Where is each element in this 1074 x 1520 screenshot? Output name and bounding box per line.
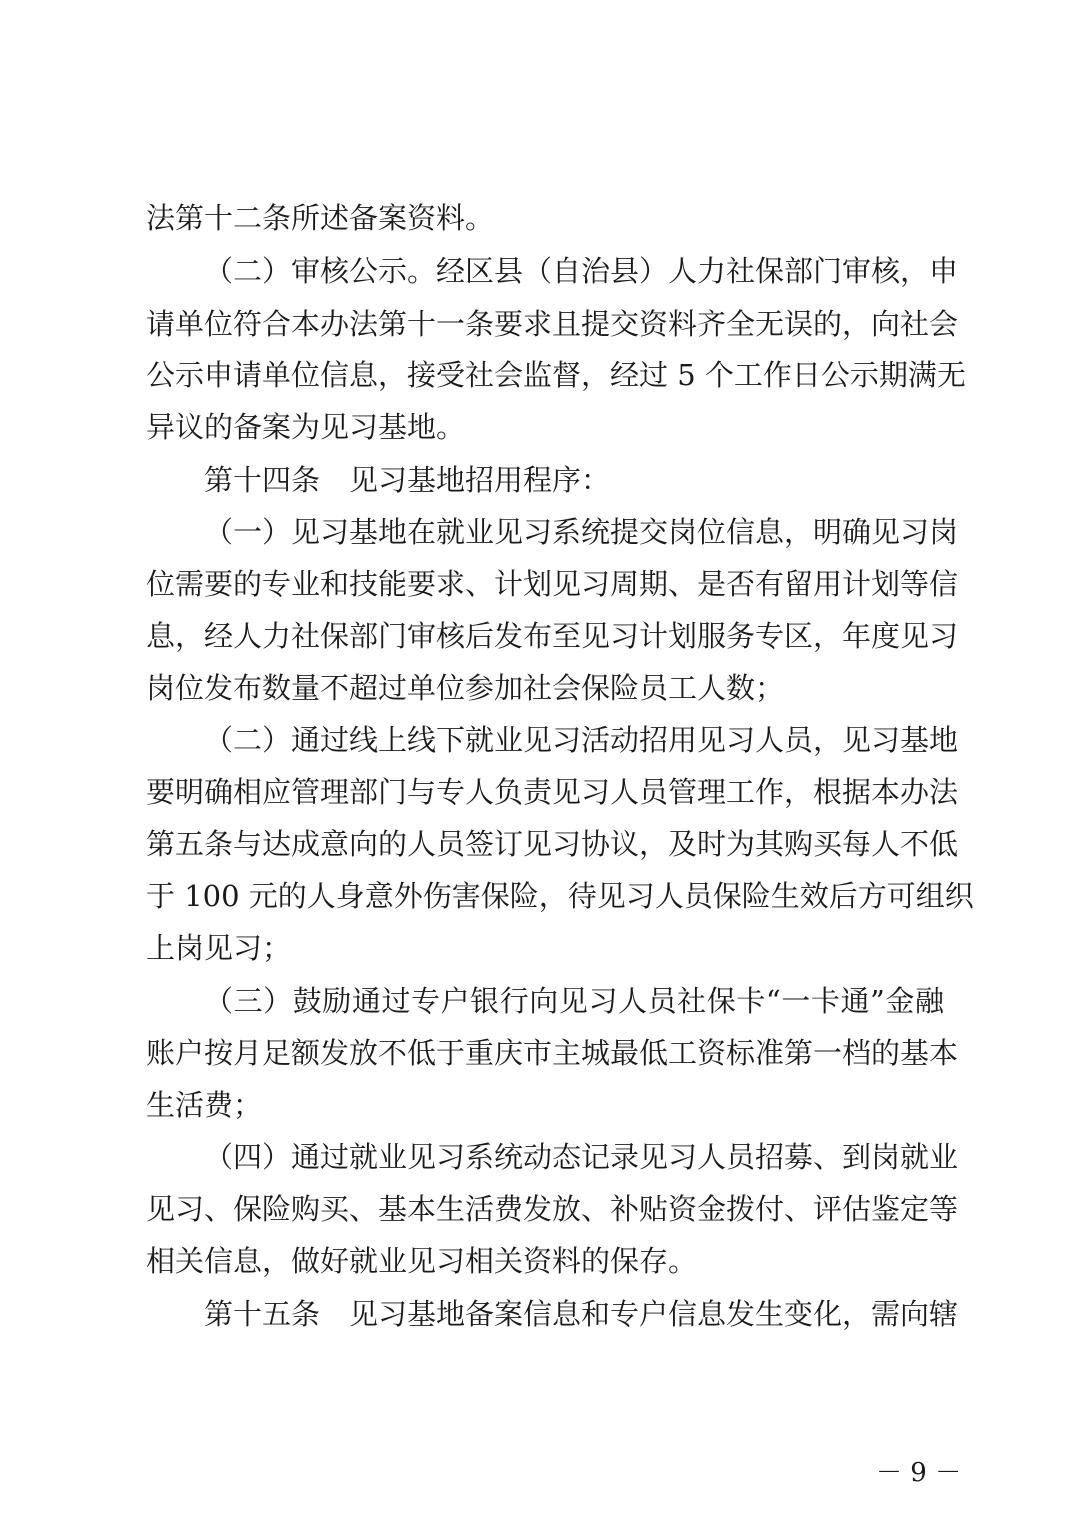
paragraph-line: 法第十二条所述备案资料。	[146, 201, 495, 235]
paragraph-line: 上岗见习；	[146, 931, 292, 965]
paragraph-line: 账户按月足额发放不低于重庆市主城最低工资标准第一档的基本	[146, 1036, 959, 1070]
paragraph-line: 第五条与达成意向的人员签订见习协议，及时为其购买每人不低	[146, 827, 959, 861]
paragraph-line: （四）通过就业见习系统动态记录见习人员招募、到岗就业	[204, 1140, 959, 1174]
article-heading: 第十五条 见习基地备案信息和专户信息发生变化，需向辖	[204, 1297, 959, 1331]
paragraph-line: 生活费；	[146, 1088, 263, 1122]
paragraph-line: 相关信息，做好就业见习相关资料的保存。	[146, 1244, 698, 1278]
paragraph-line: （二）审核公示。经区县（自治县）人力社保部门审核，申	[204, 254, 959, 288]
paragraph-line: 岗位发布数量不超过单位参加社会保险员工人数；	[146, 671, 785, 705]
page-number: － 9 －	[876, 1458, 962, 1488]
paragraph-line: （二）通过线上线下就业见习活动招用见习人员，见习基地	[204, 723, 959, 757]
paragraph-line: 息，经人力社保部门审核后发布至见习计划服务专区，年度见习	[146, 619, 959, 653]
paragraph-line: 位需要的专业和技能要求、计划见习周期、是否有留用计划等信	[146, 567, 959, 601]
paragraph-line: 见习、保险购买、基本生活费发放、补贴资金拨付、评估鉴定等	[146, 1192, 959, 1226]
paragraph-line: 于 100 元的人身意外伤害保险，待见习人员保险生效后方可组织	[146, 879, 974, 913]
paragraph-line: 请单位符合本办法第十一条要求且提交资料齐全无误的，向社会	[146, 307, 959, 341]
paragraph-line: （三）鼓励通过专户银行向见习人员社保卡“一卡通”金融	[204, 984, 944, 1018]
paragraph-line: （一）见习基地在就业见习系统提交岗位信息，明确见习岗	[204, 515, 959, 549]
paragraph-line: 公示申请单位信息，接受社会监督，经过 5 个工作日公示期满无	[146, 358, 966, 392]
paragraph-line: 异议的备案为见习基地。	[146, 410, 466, 444]
article-heading: 第十四条 见习基地招用程序：	[204, 463, 611, 497]
paragraph-line: 要明确相应管理部门与专人负责见习人员管理工作，根据本办法	[146, 775, 959, 809]
